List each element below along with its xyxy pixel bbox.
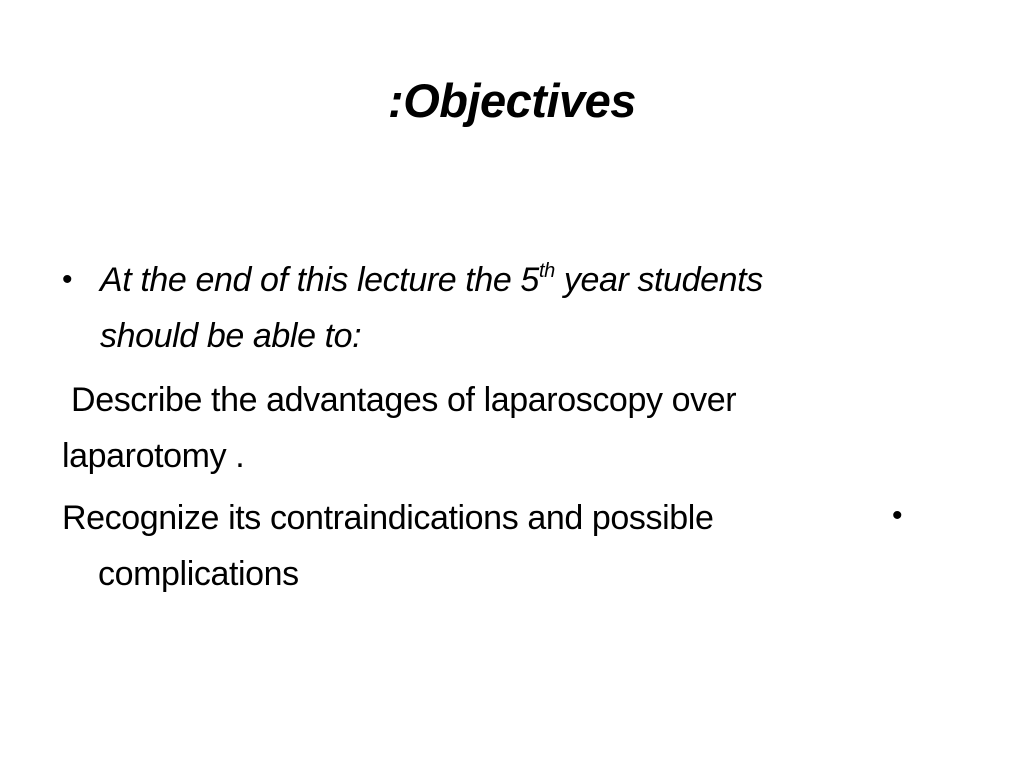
bullet-text-line-1 xyxy=(100,261,763,299)
bullet-text xyxy=(100,252,960,364)
objective-advantages xyxy=(62,372,922,484)
superscript-ordinal: th xyxy=(538,260,555,282)
bullet-icon: • xyxy=(62,263,73,296)
objective-line-2: complications xyxy=(98,555,299,593)
slide-title: :Objectives xyxy=(388,74,636,127)
bullet-text-line-2: should be able to: xyxy=(100,317,362,355)
bullet-icon: • xyxy=(892,499,903,532)
objective-contraindications xyxy=(62,490,922,602)
bullet-text-part: year students xyxy=(554,261,763,299)
objective-line-1: Recognize its contraindications and possible xyxy=(62,499,714,537)
objective-line-1: Describe the advantages of laparoscopy over xyxy=(62,381,737,419)
bullet-text-part: At the end of this lecture the 5 xyxy=(100,261,539,299)
objective-line-2: laparotomy . xyxy=(62,437,245,475)
